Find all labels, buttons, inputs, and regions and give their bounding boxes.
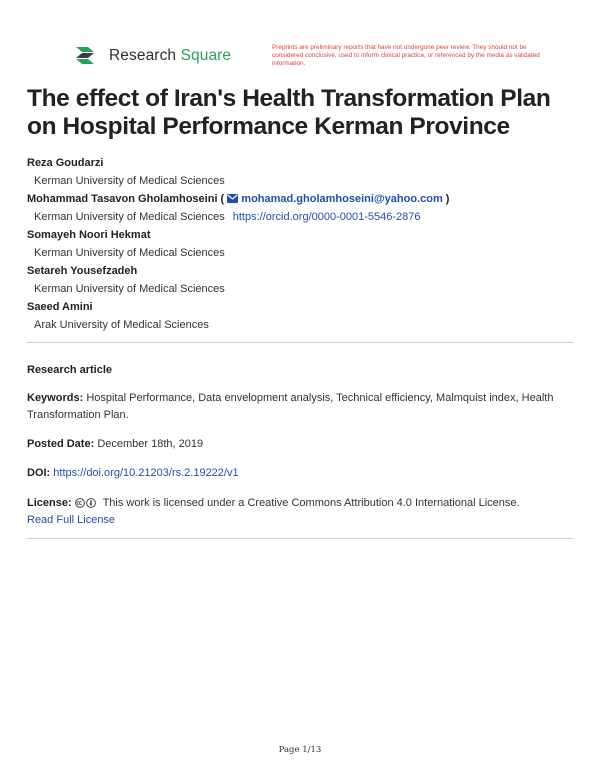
author-affiliation-line xyxy=(27,208,573,226)
author-entry xyxy=(27,262,573,298)
paren-close: ) xyxy=(442,193,450,205)
author-entry xyxy=(27,298,573,334)
author-affiliation: Arak University of Medical Sciences xyxy=(34,319,209,331)
author-affiliation: Kerman University of Medical Sciences xyxy=(34,283,225,295)
article-type: Research article xyxy=(27,364,112,376)
author-affiliation: Kerman University of Medical Sciences xyxy=(34,211,225,223)
attribution-icon xyxy=(86,498,96,508)
logo-word-square: Square xyxy=(180,47,232,64)
license xyxy=(27,495,573,529)
orcid-link[interactable]: https://orcid.org/0000-0001-5546-2876 xyxy=(232,211,421,223)
logo-text xyxy=(109,47,231,65)
envelope-icon xyxy=(227,194,238,203)
page-number: Page 1/13 xyxy=(278,745,322,755)
posted-date-value: December 18th, 2019 xyxy=(97,438,204,450)
keywords xyxy=(27,390,573,424)
research-square-logo-icon xyxy=(74,44,102,68)
author-name: Somayeh Noori Hekmat xyxy=(27,229,151,241)
posted-date-label: Posted Date: xyxy=(27,438,95,450)
keywords-value: Hospital Performance, Data envelopment analysis, Technical efficiency, Malmquist index, Health Transformation Plan. xyxy=(27,392,554,421)
author-name: Saeed Amini xyxy=(27,301,93,313)
paren-open: ( xyxy=(217,193,225,205)
author-list xyxy=(27,154,573,334)
logo-word-research: Research xyxy=(109,47,177,64)
author-name: Reza Goudarzi xyxy=(27,157,104,169)
author-name: Mohammad Tasavon Gholamhoseini xyxy=(27,193,218,205)
read-full-license-link[interactable]: Read Full License xyxy=(27,514,116,526)
author-affiliation: Kerman University of Medical Sciences xyxy=(34,247,225,259)
preprint-disclaimer: Preprints are preliminary reports that have not undergone peer review. They should not be considered conclusive, used to inform clinical practice, or referenced by the media as validated information. xyxy=(272,44,540,67)
cc-icons xyxy=(75,498,97,508)
keywords-label: Keywords: xyxy=(27,392,84,404)
doi-label: DOI: xyxy=(27,467,51,479)
divider xyxy=(27,342,573,343)
creative-commons-icon xyxy=(75,498,85,508)
author-email-link[interactable]: mohamad.gholamhoseini@yahoo.com xyxy=(241,193,443,205)
doi-link[interactable]: https://doi.org/10.21203/rs.2.19222/v1 xyxy=(53,467,239,479)
posted-date xyxy=(27,436,573,453)
research-square-logo[interactable] xyxy=(74,44,231,68)
author-name-line xyxy=(27,190,573,208)
author-entry xyxy=(27,154,573,190)
author-name: Setareh Yousefzadeh xyxy=(27,265,138,277)
author-entry xyxy=(27,226,573,262)
doi xyxy=(27,465,573,482)
license-text: This work is licensed under a Creative Commons Attribution 4.0 International License. xyxy=(102,497,520,509)
paper-title: The effect of Iran's Health Transformation Plan on Hospital Performance Kerman Province xyxy=(27,85,551,140)
author-affiliation: Kerman University of Medical Sciences xyxy=(34,175,225,187)
license-label: License: xyxy=(27,497,72,509)
author-entry xyxy=(27,190,573,226)
divider xyxy=(27,538,573,539)
